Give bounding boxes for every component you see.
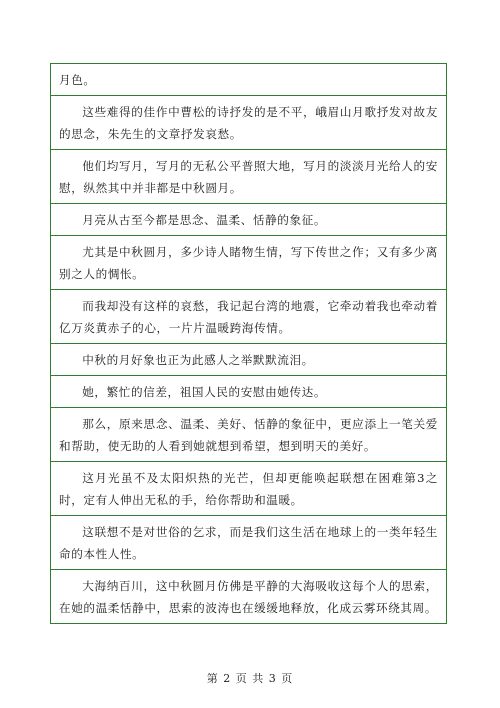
- paragraph-7: 中秋的月好象也正为此感人之举默默流泪。: [51, 344, 446, 376]
- paragraph-9: 那么，原来思念、温柔、美好、恬静的象征中，更应添上一笔关爱和帮助，使无助的人看到她就想到希望，想到明天的美好。: [51, 408, 446, 462]
- paragraph-1: 月色。: [51, 64, 446, 96]
- paragraph-10: 这月光虽不及太阳炽热的光芒，但却更能唤起联想在困难第3之时，定有人伸出无私的手，给你帮助和温暖。: [51, 462, 446, 516]
- paragraph-4: 月亮从古至今都是思念、温柔、恬静的象征。: [51, 204, 446, 236]
- page-number: 第 2 页 共 3 页: [206, 672, 294, 685]
- paragraph-2: 这些难得的佳作中曹松的诗抒发的是不平，峨眉山月歌抒发对故友的思念，朱先生的文章抒发哀愁。: [51, 96, 446, 150]
- paragraph-5: 尤其是中秋圆月，多少诗人睹物生情，写下传世之作；又有多少离别之人的惆怅。: [51, 236, 446, 290]
- paragraph-6: 而我却没有这样的哀愁，我记起台湾的地震，它牵动着我也牵动着亿万炎黄赤子的心，一片片温暖跨海传情。: [51, 290, 446, 344]
- text-table: [50, 63, 447, 624]
- paragraph-8: 她，繁忙的信差，祖国人民的安慰由她传达。: [51, 376, 446, 408]
- paragraph-11: 这联想不是对世俗的乞求，而是我们这生活在地球上的一类年轻生命的本性人性。: [51, 516, 446, 570]
- paragraph-3: 他们均写月，写月的无私公平普照大地，写月的淡淡月光给人的安慰，纵然其中并非都是中秋圆月。: [51, 150, 446, 204]
- paragraph-12: 大海纳百川，这中秋圆月仿佛是平静的大海吸收这每个人的思索，在她的温柔恬静中，思索的波涛也在缓缓地释放，化成云雾环绕其周。: [51, 570, 446, 624]
